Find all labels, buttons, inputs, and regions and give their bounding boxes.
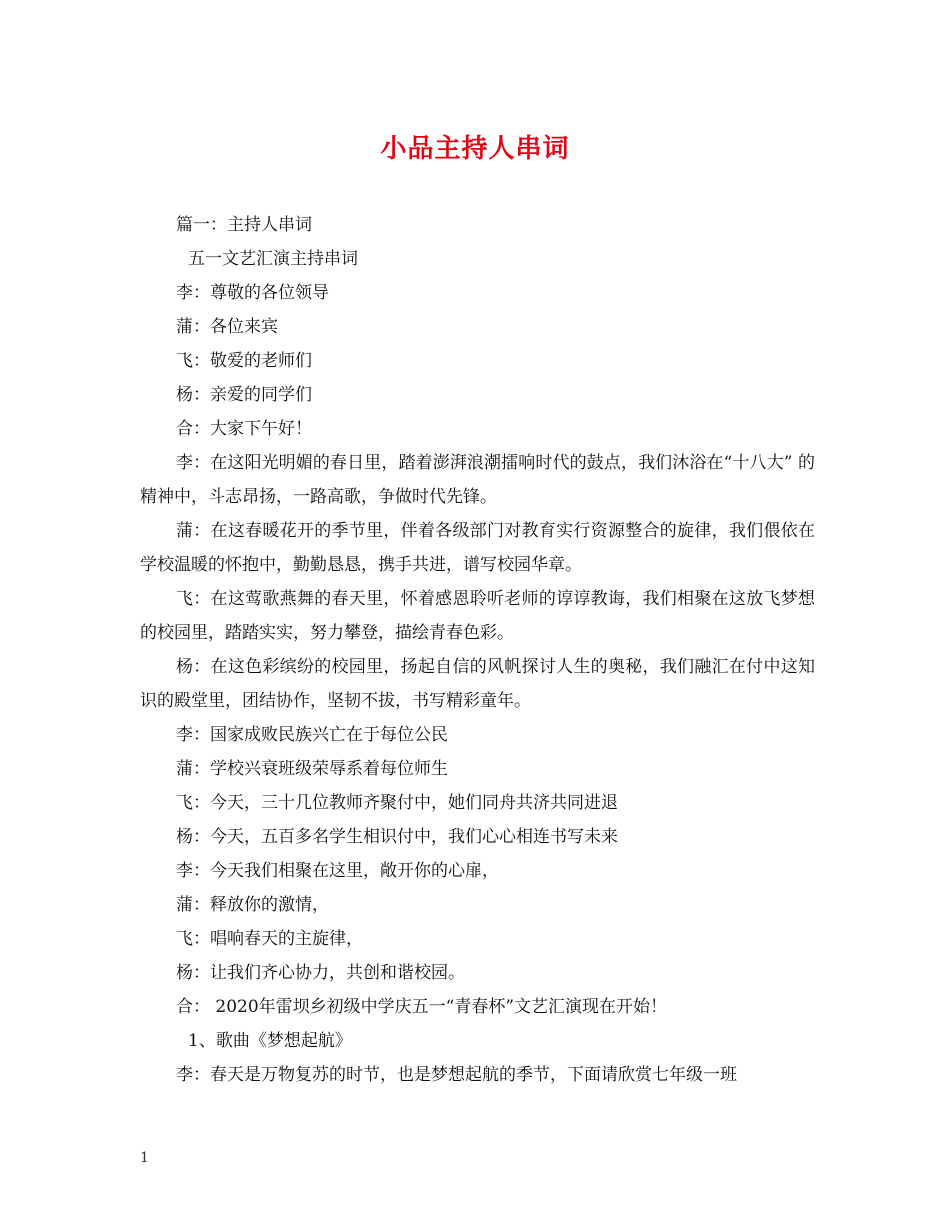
paragraph: 篇一：主持人串词	[176, 215, 312, 235]
paragraph: 合： 2020年雷坝乡初级中学庆五一“青春杯”文艺汇演现在开始！	[176, 997, 668, 1017]
paragraph: 合：大家下午好！	[176, 419, 312, 439]
paragraph: 李：春天是万物复苏的时节，也是梦想起航的季节，下面请欣赏七年级一班	[176, 1065, 737, 1085]
paragraph: 蒲：在这春暖花开的季节里，伴着各级部门对教育实行资源整合的旋律，我们偎依在学校温暖的怀抱中，勤勤恳恳，携手共进，谱写校园华章。	[140, 521, 815, 575]
page-number: 1	[140, 1150, 149, 1166]
document-body	[140, 208, 815, 1092]
paragraph: 飞：在这莺歌燕舞的春天里，怀着感恩聆听老师的谆谆教诲，我们相聚在这放飞梦想的校园里，踏踏实实，努力攀登，描绘青春色彩。	[140, 589, 815, 643]
paragraph: 1、歌曲《梦想起航》	[188, 1031, 352, 1051]
paragraph: 杨：今天，五百多名学生相识付中，我们心心相连书写未来	[176, 827, 618, 847]
paragraph: 杨：让我们齐心协力，共创和谐校园。	[176, 963, 465, 983]
paragraph: 李：在这阳光明媚的春日里，踏着澎湃浪潮擂响时代的鼓点，我们沐浴在“十八大” 的精神中，斗志昂扬，一路高歌，争做时代先锋。	[140, 453, 815, 507]
paragraph: 飞：敬爱的老师们	[176, 351, 312, 371]
paragraph: 李：国家成败民族兴亡在于每位公民	[176, 725, 448, 745]
paragraph: 李：今天我们相聚在这里，敞开你的心扉，	[176, 861, 499, 881]
paragraph: 杨：亲爱的同学们	[176, 385, 312, 405]
paragraph: 蒲：学校兴衰班级荣辱系着每位师生	[176, 759, 448, 779]
paragraph: 蒲：释放你的激情，	[176, 895, 329, 915]
paragraph: 李：尊敬的各位领导	[176, 283, 329, 303]
paragraph: 蒲：各位来宾	[176, 317, 278, 337]
paragraph: 飞：唱响春天的主旋律，	[176, 929, 363, 949]
paragraph: 五一文艺汇演主持串词	[188, 249, 358, 269]
paragraph: 飞：今天，三十几位教师齐聚付中，她们同舟共济共同进退	[176, 793, 618, 813]
document-title: 小品主持人串词	[380, 134, 570, 164]
paragraph: 杨：在这色彩缤纷的校园里，扬起自信的风帆探讨人生的奥秘，我们融汇在付中这知识的殿堂里，团结协作，坚韧不拔，书写精彩童年。	[140, 657, 815, 711]
